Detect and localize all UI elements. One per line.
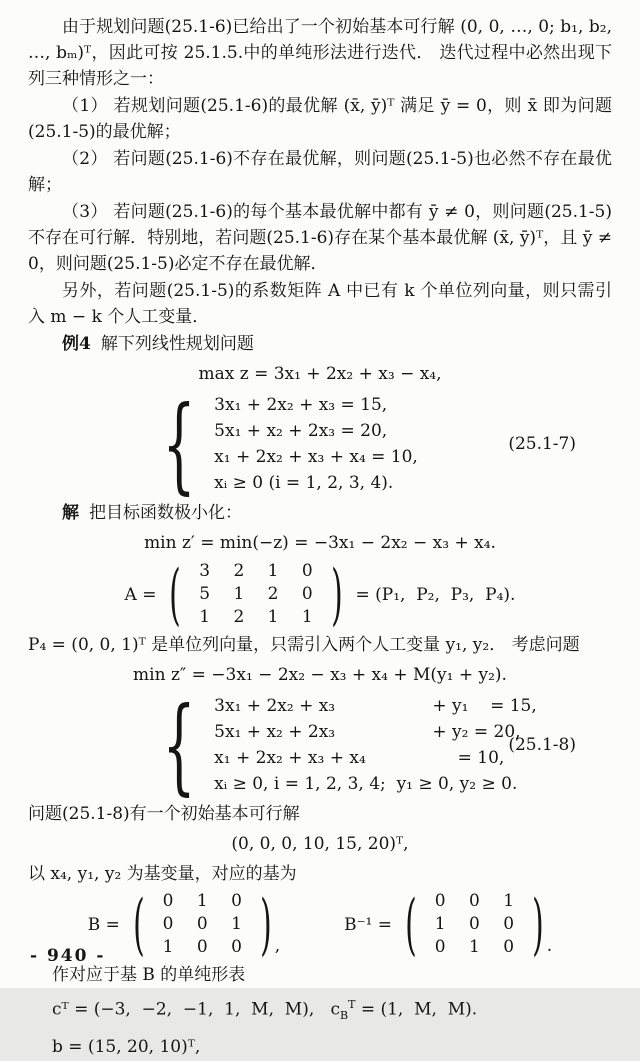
matrix-row: 1 0 0	[162, 937, 251, 957]
matrix-b-rows	[152, 890, 253, 959]
basis-matrices-equation	[28, 885, 612, 963]
system-lines	[214, 392, 418, 496]
feasible-vector: (0, 0, 0, 10, 15, 20)ᵀ,	[231, 834, 409, 854]
left-paren-glyph: (	[169, 555, 182, 633]
constraint-system-25-1-8	[146, 684, 612, 806]
system7-line: x₁ + 2x₂ + x₃ + x₄ = 10,	[214, 447, 418, 467]
min-equation: min z′ = min(−z) = −3x₁ − 2x₂ − x₃ + x₄.	[144, 533, 496, 553]
b-vector-line: b = (15, 20, 10)ᵀ,	[52, 1037, 201, 1058]
matrix-b-inverse-rows	[424, 890, 525, 959]
equation-number-25-1-7: (25.1-7)	[508, 434, 576, 454]
matrix-row: 0 0 1	[434, 891, 524, 911]
intro-paragraph: 由于规划问题(25.1-6)已给出了一个初始基本可行解 (0, 0, …, 0; b₁, b₂, …, bₘ)ᵀ，因此可按 25.1.5.中的单纯形法进行迭代． 迭代过程中必然出现下列三种情形之一：	[28, 17, 612, 89]
left-paren-glyph: (	[405, 885, 417, 963]
matrix-row: 3 2 1 0	[199, 561, 322, 581]
example-label: 例4	[62, 334, 91, 354]
matrix-row: 5 1 2 0	[199, 584, 322, 604]
matrix-a-equation	[28, 555, 612, 633]
equation-number-25-1-8: (25.1-8)	[508, 735, 576, 755]
remark-paragraph: 另外，若问题(25.1-5)的系数矩阵 A 中已有 k 个单位列向量，则只需引入 m − k 个人工变量．	[28, 281, 612, 327]
example-title: 解下列线性规划问题	[100, 334, 254, 354]
case-3-paragraph: （3） 若问题(25.1-6)的每个基本最优解中都有 ȳ ≠ 0，则问题(25.1-5)不存在可行解．特别地，若问题(25.1-6)存在某个基本最优解 (x̄, ȳ)ᵀ，且 ȳ ≠ 0，则问题(25.1-5)必定不存在最优解．	[28, 202, 612, 274]
cost-basis-superscript: T	[348, 998, 356, 1011]
system8-line: 3x₁ + 2x₂ + x₃ + y₁ = 15,	[214, 696, 537, 716]
left-brace-glyph: {	[162, 684, 196, 806]
cost-vector-part2: = (1, M, M).	[355, 999, 478, 1020]
objective-equation: max z = 3x₁ + 2x₂ + x₃ − x₄,	[198, 364, 442, 384]
case-2-paragraph: （2） 若问题(25.1-6)不存在最优解，则问题(25.1-5)也必然不存在最优解；	[28, 149, 612, 195]
cost-vector-part1: cᵀ = (−3, −2, −1, 1, M, M), c	[52, 999, 340, 1020]
right-paren-glyph: )	[330, 555, 343, 633]
basis-intro-paragraph: 以 x₄, y₁, y₂ 为基变量，对应的基为	[28, 864, 297, 884]
matrix-b-inverse-lhs: B⁻¹ =	[344, 914, 393, 935]
feasible-intro-paragraph: 问题(25.1-8)有一个初始基本可行解	[28, 804, 300, 824]
cost-vector-line	[52, 991, 612, 1030]
matrix-a-rhs: = (P₁, P₂, P₃, P₄).	[355, 584, 516, 605]
solution-label: 解	[62, 503, 79, 523]
matrix-row: 1 2 1 1	[199, 607, 322, 627]
matrix-a-rows	[188, 560, 323, 629]
case-1-paragraph: （1） 若规划问题(25.1-6)的最优解 (x̄, ȳ)ᵀ 满足 ȳ = 0，则 x̄ 即为问题(25.1-5)的最优解；	[28, 96, 612, 142]
p4-paragraph: P₄ = (0, 0, 1)ᵀ 是单位列向量，只需引入两个人工变量 y₁, y₂． 考虑问题	[28, 635, 580, 655]
matrix-b-comma: ,	[274, 936, 281, 956]
system-lines	[214, 693, 537, 797]
matrix-row: 0 0 1	[162, 914, 251, 934]
matrix-b-inverse-period: .	[546, 936, 553, 956]
matrix-row: 0 1 0	[162, 891, 251, 911]
system8-line: x₁ + 2x₂ + x₃ + x₄ = 10,	[214, 748, 505, 768]
matrix-row: 0 1 0	[434, 937, 524, 957]
matrix-row: 1 0 0	[434, 914, 524, 934]
matrix-a-lhs: A =	[124, 584, 157, 605]
system7-line: 5x₁ + x₂ + 2x₃ = 20,	[214, 421, 388, 441]
min-bigm-equation: min z″ = −3x₁ − 2x₂ − x₃ + x₄ + M(y₁ + y₂).	[133, 665, 507, 685]
matrix-b-lhs: B =	[87, 914, 120, 935]
constraint-system-25-1-7	[146, 383, 612, 505]
system8-line: 5x₁ + x₂ + 2x₃ + y₂ = 20,	[214, 722, 521, 742]
system8-line: xᵢ ≥ 0, i = 1, 2, 3, 4; y₁ ≥ 0, y₂ ≥ 0.	[214, 774, 518, 794]
tableau-intro-paragraph: 作对应于基 B 的单纯形表	[52, 965, 246, 985]
solution-heading	[28, 500, 612, 526]
right-paren-glyph: )	[532, 885, 544, 963]
solution-intro: 把目标函数极小化：	[89, 503, 242, 523]
system7-line: 3x₁ + 2x₂ + x₃ = 15,	[214, 395, 388, 415]
cost-basis-subscript: B	[339, 1009, 349, 1023]
left-brace-glyph: {	[162, 383, 196, 505]
example-heading	[28, 331, 612, 357]
system7-line: xᵢ ≥ 0 (i = 1, 2, 3, 4).	[214, 473, 394, 493]
page-number: - 940 -	[30, 946, 106, 966]
left-paren-glyph: (	[133, 885, 145, 963]
right-paren-glyph: )	[260, 885, 272, 963]
